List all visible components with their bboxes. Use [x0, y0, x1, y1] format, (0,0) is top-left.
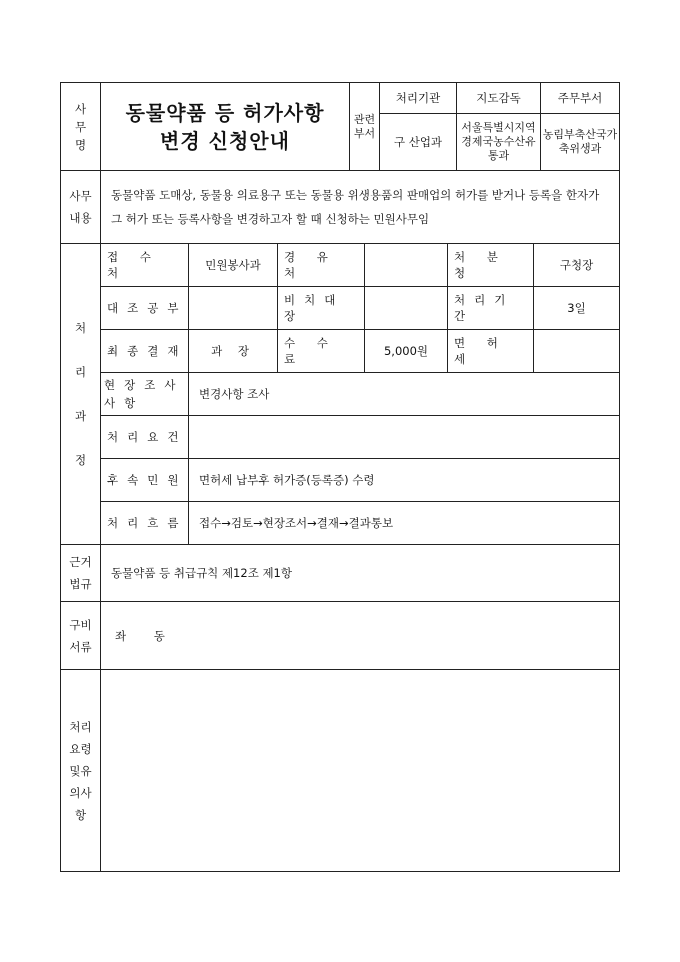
final-approval-value: 과 장: [189, 330, 278, 373]
dept-header-3: 주무부서: [541, 83, 620, 114]
register-label: 비치대장: [278, 287, 365, 330]
period-label: 처리기간: [448, 287, 534, 330]
follow-up-value: 면허세 납부후 허가증(등록증) 수령: [189, 459, 620, 502]
received-value: 민원봉사과: [189, 244, 278, 287]
content-label: 사무내용: [61, 171, 101, 244]
notes-label: 처리요령및유의사항: [61, 670, 101, 872]
content-text: 동물약품 도매상, 동물용 의료용구 또는 동물용 위생용품의 판매업의 허가를 받거나 등록을 한자가 그 허가 또는 등록사항을 변경하고자 할 때 신청하는 민원사무임: [101, 171, 620, 244]
title-line-1: 동물약품 등 허가사항: [125, 100, 325, 125]
fee-label: 수 수 료: [278, 330, 365, 373]
ledger-check-value: [189, 287, 278, 330]
requirements-label: 처리요건: [101, 416, 189, 459]
dept-value-3: 농림부축산국가축위생과: [541, 114, 620, 171]
license-tax-value: [534, 330, 620, 373]
dept-value-2: 서울특별시지역경제국농수산유통과: [457, 114, 541, 171]
received-label: 접 수 처: [101, 244, 189, 287]
authority-value: 구청장: [534, 244, 620, 287]
law-label: 근거법규: [61, 545, 101, 602]
period-value: 3일: [534, 287, 620, 330]
header-table: [60, 82, 620, 171]
license-tax-label: 면 허 세: [448, 330, 534, 373]
docs-text: 좌 동: [101, 602, 620, 670]
flow-label: 처리흐름: [101, 502, 189, 545]
final-approval-label: 최종결재: [101, 330, 189, 373]
dept-value-1: 구 산업과: [380, 114, 457, 171]
dept-header-1: 처리기관: [380, 83, 457, 114]
flow-value: 접수→검토→현장조서→결재→결과통보: [189, 502, 620, 545]
authority-label: 처 분 청: [448, 244, 534, 287]
site-survey-value: 변경사항 조사: [189, 373, 620, 416]
notes-text: [101, 670, 620, 872]
related-dept-label: 관련부서: [350, 83, 380, 171]
follow-up-label: 후속민원: [101, 459, 189, 502]
title-line-2: 변경 신청안내: [160, 128, 290, 153]
dept-header-2: 지도감독: [457, 83, 541, 114]
side-label: 사무명: [61, 83, 101, 171]
via-label: 경 유 처: [278, 244, 365, 287]
body-table: [60, 170, 620, 872]
docs-label: 구비서류: [61, 602, 101, 670]
site-survey-label: 현장조사사항: [101, 373, 189, 416]
law-text: 동물약품 등 취급규칙 제12조 제1항: [101, 545, 620, 602]
page-title: [101, 83, 350, 171]
process-label: 처리과정: [61, 244, 101, 545]
fee-value: 5,000원: [365, 330, 448, 373]
register-value: [365, 287, 448, 330]
via-value: [365, 244, 448, 287]
requirements-value: [189, 416, 620, 459]
ledger-check-label: 대조공부: [101, 287, 189, 330]
